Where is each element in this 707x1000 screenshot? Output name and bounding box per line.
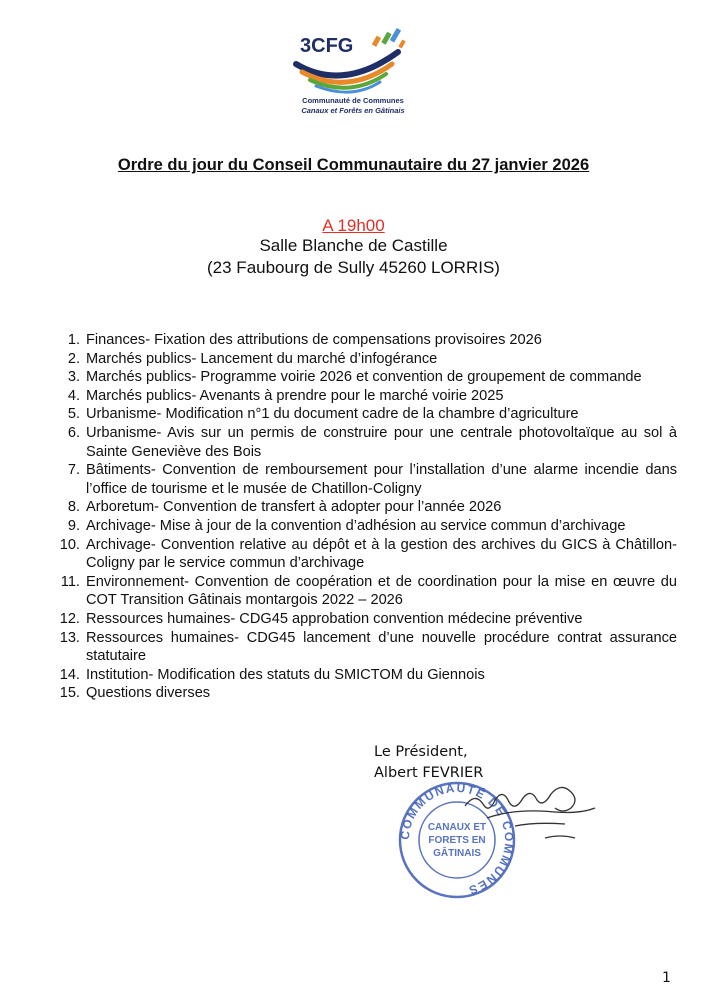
agenda-item-text: Institution- Modification des statuts du SMICTOM du Giennois (86, 666, 485, 683)
agenda-item-number: 14. (59, 666, 80, 683)
agenda-item-text: Finances- Fixation des attributions de compensations provisoires 2026 (86, 332, 542, 348)
logo (288, 22, 418, 120)
stamp-center-line1: CANAUX ET (427, 822, 487, 833)
signatory-name: Albert FEVRIER (374, 765, 484, 781)
org-name-line2: Canaux et Forêts en Gâtinais (301, 106, 405, 115)
agenda-item-number: 6. (67, 424, 80, 441)
agenda-item-number: 3. (67, 369, 80, 386)
page-number: 1 (662, 970, 671, 986)
agenda-item-number: 12. (59, 610, 80, 627)
agenda-item (52, 666, 677, 685)
agenda-item-text: Archivage- Convention relative au dépôt et à la gestion des archives du GICS à Châtillon-Coligny par le service commun d’archivage (86, 536, 677, 572)
signatory-title: Le Président, (374, 744, 468, 760)
meeting-address: (23 Faubourg de Sully 45260 LORRIS) (207, 258, 500, 277)
stamp-graphic (395, 778, 610, 900)
agenda-item-number: 8. (67, 499, 80, 516)
agenda-item-number: 11. (60, 573, 80, 590)
agenda-item (52, 461, 677, 498)
agenda-item (52, 684, 677, 703)
meeting-venue: Salle Blanche de Castille (259, 236, 448, 255)
agenda-item-text: Urbanisme- Avis sur un permis de construire pour une centrale photovoltaïque au sol à Sainte Geneviève des Bois (86, 424, 677, 460)
agenda-item (52, 405, 677, 424)
agenda-item-text: Environnement- Convention de coopération et de coordination pour la mise en œuvre du COT Transition Gâtinais montargois 2022 – 2026 (86, 573, 677, 609)
agenda-item-text: Ressources humaines- CDG45 lancement d’une nouvelle procédure contrat assurance statutaire (86, 629, 677, 665)
agenda-item (52, 331, 677, 350)
agenda-item-number: 7. (67, 462, 80, 479)
agenda-item (52, 517, 677, 536)
agenda-item-number: 10. (59, 536, 80, 553)
agenda-item-number: 9. (67, 517, 80, 534)
official-stamp (395, 778, 610, 900)
org-name-line1: Communauté de Communes (302, 96, 404, 105)
agenda-item (52, 424, 677, 461)
agenda-item-text: Arboretum- Convention de transfert à adopter pour l’année 2026 (86, 499, 502, 516)
agenda-item-text: Marchés publics- Programme voirie 2026 et convention de groupement de commande (86, 369, 642, 386)
stamp-ring-text: COMMUNAUTÉ DE COMMUNES (397, 780, 517, 898)
logo-text: 3CFG (300, 35, 354, 57)
agenda-item-text: Archivage- Mise à jour de la convention d’adhésion au service commun d’archivage (86, 517, 626, 534)
agenda-item-number: 1. (67, 332, 80, 348)
meeting-time: A 19h00 (322, 216, 385, 235)
agenda-item-number: 2. (67, 350, 80, 367)
agenda-item-text: Marchés publics- Avenants à prendre pour le marché voirie 2025 (86, 387, 504, 404)
agenda-item-number: 13. (59, 629, 80, 646)
agenda-item-text: Marchés publics- Lancement du marché d’infogérance (86, 350, 438, 367)
agenda-item-text: Bâtiments- Convention de remboursement pour l’installation d’une alarme incendie dans l’office de tourisme et le musée de Chatillon-Coligny (86, 462, 677, 497)
agenda-item (52, 350, 677, 369)
agenda-item (52, 368, 677, 387)
agenda-item-number: 4. (67, 387, 80, 404)
agenda-item-text: Ressources humaines- CDG45 approbation convention médecine préventive (86, 610, 583, 627)
agenda-item-text: Questions diverses (86, 685, 211, 702)
agenda-item (52, 536, 677, 573)
agenda-item-number: 15. (59, 685, 80, 702)
page-title: Ordre du jour du Conseil Communautaire du 27 janvier 2026 (117, 156, 590, 174)
agenda-item (52, 629, 677, 666)
stamp-center-line3: GÂTINAIS (433, 848, 481, 859)
logo-graphic (288, 22, 418, 98)
agenda-item-text: Urbanisme- Modification n°1 du document cadre de la chambre d’agriculture (86, 406, 579, 423)
agenda-item (52, 387, 677, 406)
agenda-item (52, 573, 677, 610)
agenda-item-number: 5. (67, 406, 80, 423)
agenda-item (52, 498, 677, 517)
stamp-center-line2: FORETS EN (428, 835, 486, 846)
agenda-item (52, 610, 677, 629)
agenda-list (52, 331, 677, 703)
